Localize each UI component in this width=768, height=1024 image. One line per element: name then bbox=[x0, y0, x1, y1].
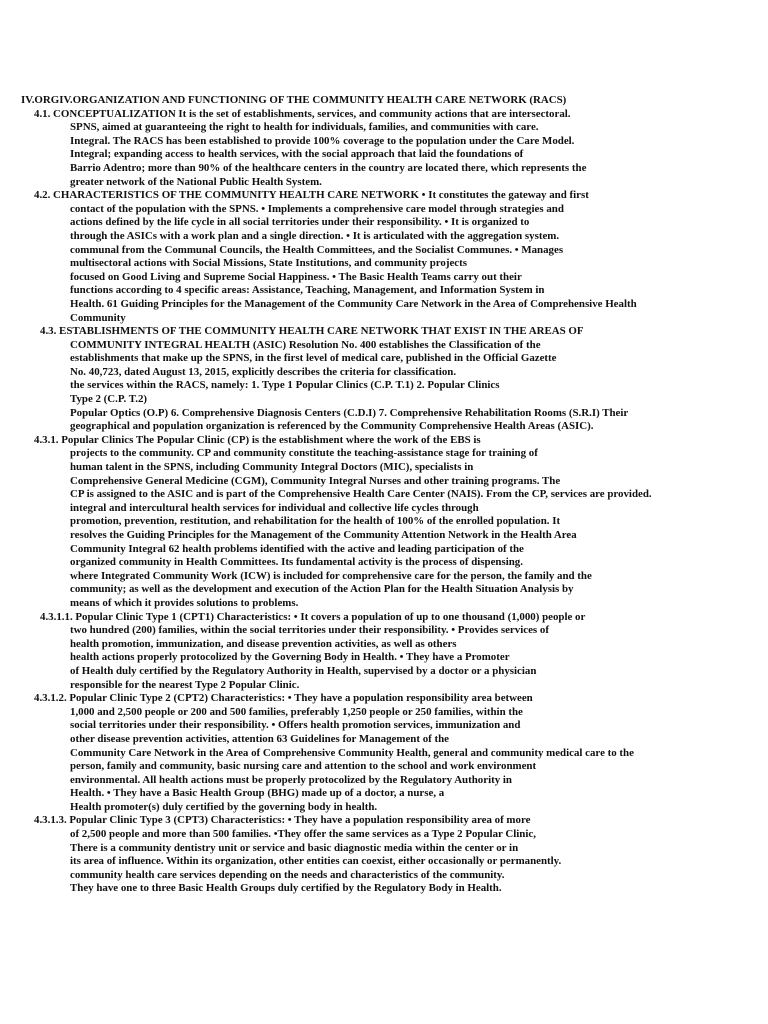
paragraph-line: SPNS, aimed at guaranteeing the right to health for individuals, families, and communities with care. bbox=[70, 121, 539, 134]
paragraph-line: social territories under their responsibility. • Offers health promotion services, immunization and bbox=[70, 719, 521, 732]
paragraph-line: Community Care Network in the Area of Comprehensive Community Health, general and community medical care to the bbox=[70, 746, 634, 759]
document-section bbox=[0, 325, 768, 434]
paragraph-line: community; as well as the development and execution of the Action Plan for the Health Situation Analysis by bbox=[70, 583, 574, 596]
paragraph-line: functions according to 4 specific areas: Assistance, Teaching, Management, and Information System in bbox=[70, 284, 545, 297]
paragraph-line: the services within the RACS, namely: 1. Type 1 Popular Clinics (C.P. T.1) 2. Popular Clinics bbox=[70, 379, 500, 392]
document-body bbox=[0, 94, 768, 896]
paragraph-line: There is a community dentistry unit or service and basic diagnostic media within the center or in bbox=[70, 841, 519, 854]
paragraph-line: of 2,500 people and more than 500 families. •They offer the same services as a Type 2 Popular Clinic, bbox=[70, 828, 536, 841]
paragraph-line: No. 40,723, dated August 13, 2015, explicitly describes the criteria for classification. bbox=[70, 365, 457, 378]
paragraph-line: contact of the population with the SPNS. • Implements a comprehensive care model through strategies and bbox=[70, 202, 564, 215]
paragraph-line: environmental. All health actions must be properly protocolized by the Regulatory Authority in bbox=[70, 773, 512, 786]
section-heading-line: 4.3.1.1. Popular Clinic Type 1 (CPT1) Characteristics: • It covers a population of up to one thousand (1,000) people or bbox=[40, 610, 586, 623]
paragraph-line: geographical and population organization is referenced by the Community Comprehensive Health Areas (ASIC). bbox=[70, 420, 594, 433]
document-section bbox=[0, 814, 768, 896]
paragraph-line: Integral; expanding access to health services, with the social approach that laid the foundations of bbox=[70, 148, 524, 161]
paragraph-line: Health promoter(s) duly certified by the governing body in health. bbox=[70, 800, 378, 813]
paragraph-line: Community Integral 62 health problems identified with the active and leading participation of the bbox=[70, 542, 524, 555]
document-heading-section bbox=[0, 94, 768, 108]
document-section bbox=[0, 611, 768, 693]
paragraph-line: where Integrated Community Work (ICW) is included for comprehensive care for the person, the family and the bbox=[70, 569, 592, 582]
paragraph-line: Comprehensive General Medicine (CGM), Community Integral Nurses and other training programs. The bbox=[70, 474, 561, 487]
section-heading-line: 4.3.1.2. Popular Clinic Type 2 (CPT2) Characteristics: • They have a population responsibility area between bbox=[34, 692, 533, 705]
paragraph-line: Health. 61 Guiding Principles for the Management of the Community Care Network in the Area of Comprehensive Health bbox=[70, 297, 637, 310]
document-section bbox=[0, 434, 768, 611]
section-heading-line: 4.3. ESTABLISHMENTS OF THE COMMUNITY HEALTH CARE NETWORK THAT EXIST IN THE AREAS OF bbox=[40, 325, 584, 338]
section-heading-line: 4.2. CHARACTERISTICS OF THE COMMUNITY HEALTH CARE NETWORK • It constitutes the gateway and first bbox=[34, 189, 589, 202]
paragraph-line: Community bbox=[70, 311, 126, 324]
paragraph-line: projects to the community. CP and community constitute the teaching-assistance stage for training of bbox=[70, 447, 538, 460]
paragraph-line: integral and intercultural health services for individual and collective life cycles through bbox=[70, 501, 479, 514]
paragraph-line: They have one to three Basic Health Groups duly certified by the Regulatory Body in Health. bbox=[70, 882, 502, 895]
paragraph-line: human talent in the SPNS, including Community Integral Doctors (MIC), specialists in bbox=[70, 461, 474, 474]
paragraph-line: Barrio Adentro; more than 90% of the healthcare centers in the country are located there, which represents the bbox=[70, 161, 587, 174]
document-section bbox=[0, 692, 768, 814]
paragraph-line: COMMUNITY INTEGRAL HEALTH (ASIC) Resolution No. 400 establishes the Classification of the bbox=[70, 338, 541, 351]
paragraph-line: its area of influence. Within its organization, other entities can coexist, either occasionally or permanently. bbox=[70, 855, 562, 868]
paragraph-line: Integral. The RACS has been established to provide 100% coverage to the population under the Care Model. bbox=[70, 134, 575, 147]
paragraph-line: person, family and community, basic nursing care and attention to the school and work environment bbox=[70, 760, 537, 773]
paragraph-line: resolves the Guiding Principles for the Management of the Community Attention Network in the Health Area bbox=[70, 529, 577, 541]
paragraph-line: community health care services depending on the needs and characteristics of the community. bbox=[70, 868, 505, 881]
paragraph-line: of Health duly certified by the Regulatory Authority in Health, supervised by a doctor or a physician bbox=[70, 664, 537, 677]
paragraph-line: focused on Good Living and Supreme Social Happiness. • The Basic Health Teams carry out their bbox=[70, 270, 522, 283]
paragraph-line: health actions properly protocolized by the Governing Body in Health. • They have a Promoter bbox=[70, 651, 510, 664]
section-heading-line: 4.1. CONCEPTUALIZATION It is the set of establishments, services, and community actions that are intersectoral. bbox=[34, 107, 571, 120]
paragraph-line: responsible for the nearest Type 2 Popular Clinic. bbox=[70, 678, 300, 691]
section-heading-line: 4.3.1.3. Popular Clinic Type 3 (CPT3) Characteristics: • They have a population responsibility area of more bbox=[34, 814, 531, 827]
paragraph-line: organized community in Health Committees. Its fundamental activity is the process of dispensing. bbox=[70, 556, 523, 569]
paragraph-line: promotion, prevention, restitution, and rehabilitation for the health of 100% of the enrolled population. It bbox=[70, 515, 561, 528]
paragraph-line: greater network of the National Public Health System. bbox=[70, 175, 322, 188]
section-heading-line: 4.3.1. Popular Clinics The Popular Clinic (CP) is the establishment where the work of the EBS is bbox=[34, 433, 481, 446]
paragraph-line: actions defined by the life cycle in all social territories under their responsibility. • It is organized to bbox=[70, 216, 530, 229]
paragraph-line: establishments that make up the SPNS, in the first level of medical care, published in the Official Gazette bbox=[70, 352, 557, 365]
paragraph-line: communal from the Communal Councils, the Health Committees, and the Socialist Communes. • Manages bbox=[70, 243, 564, 256]
paragraph-line: two hundred (200) families, within the social territories under their responsibility. • Provides services of bbox=[70, 624, 549, 637]
document-section bbox=[0, 189, 768, 325]
paragraph-line: Popular Optics (O.P) 6. Comprehensive Diagnosis Centers (C.D.I) 7. Comprehensive Rehabilitation Rooms (S.R.I) Their bbox=[70, 406, 629, 419]
paragraph-line: through the ASICs with a work plan and a single direction. • It is articulated with the aggregation system. bbox=[70, 229, 560, 242]
paragraph-line: multisectoral actions with Social Missions, State Institutions, and community projects bbox=[70, 257, 468, 270]
paragraph-line: means of which it provides solutions to problems. bbox=[70, 596, 299, 609]
paragraph-line: health promotion, immunization, and disease prevention activities, as well as others bbox=[70, 637, 457, 650]
paragraph-line: Type 2 (C.P. T.2) bbox=[70, 393, 148, 406]
paragraph-line: CP is assigned to the ASIC and is part of the Comprehensive Health Care Center (NAIS). From the CP, services are provided. bbox=[70, 488, 652, 501]
paragraph-line: other disease prevention activities, attention 63 Guidelines for Management of the bbox=[70, 732, 450, 745]
page-heading: IV.ORGIV.ORGANIZATION AND FUNCTIONING OF THE COMMUNITY HEALTH CARE NETWORK (RACS) bbox=[21, 94, 567, 106]
paragraph-line: Health. • They have a Basic Health Group (BHG) made up of a doctor, a nurse, a bbox=[70, 787, 445, 800]
document-section bbox=[0, 108, 768, 190]
paragraph-line: 1,000 and 2,500 people or 200 and 500 families, preferably 1,250 people or 250 families, within the bbox=[70, 705, 523, 718]
